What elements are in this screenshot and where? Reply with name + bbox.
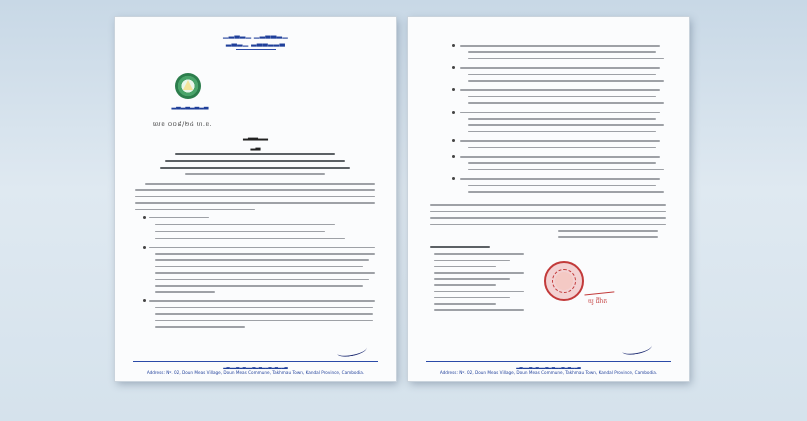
list-bullet [452,111,455,114]
text-line [135,196,375,198]
text-line [468,124,664,126]
document-page-left [115,17,396,381]
text-line [135,189,375,191]
list-bullet [452,66,455,69]
text-line [430,204,666,206]
text-line [468,51,656,53]
organization-logo [175,73,201,99]
document-type-title: ▂▃▃▂▂ [243,133,268,141]
text-line [460,112,660,114]
text-line [155,253,375,255]
text-line [460,67,660,69]
motto-line: ▂▃▂▁ ▂▃▃▂▂▃ [225,39,286,47]
text-line [434,309,524,311]
text-line [149,300,375,302]
text-line [135,209,255,211]
text-line [434,266,496,268]
text-line [558,236,658,238]
footer-khmer-address: ▂▃▂▂▃▂▃▂▂▃▂▃▂▂▃▂▃▂▂▃ [516,364,581,369]
footer-divider [426,361,671,362]
text-line [434,303,496,305]
text-line [434,253,524,255]
list-bullet [143,299,146,302]
text-line [155,320,373,322]
text-line [468,58,664,60]
text-line [460,156,660,158]
text-line [468,131,656,133]
text-line [460,45,660,47]
text-line [155,259,369,261]
text-line [468,147,656,149]
text-line [434,284,496,286]
text-line [155,279,369,281]
text-line [160,167,350,169]
text-line [430,224,666,226]
list-bullet [452,88,455,91]
footer-address: Address: Nº. 02, Doun Meas Village, Doun Meas Commune, Takhmau Town, Kandal Province, Cambodia. [439,370,658,375]
text-line [558,230,658,232]
text-line [434,291,524,293]
text-line [468,80,664,82]
text-line [430,211,666,213]
text-line [468,96,656,98]
signer-name: យូ ជីវ៉ាត [588,298,608,305]
header-divider [236,49,276,50]
list-bullet [143,216,146,219]
text-line [155,224,335,226]
text-line [468,185,656,187]
document-subject-title: ▂▃ [250,143,261,151]
text-line [155,285,363,287]
text-line [149,247,375,249]
list-bullet [452,155,455,158]
text-line [434,272,524,274]
text-line [155,307,373,309]
footer-divider [133,361,378,362]
text-line [135,202,375,204]
text-line [468,102,664,104]
document-page-right [408,17,689,381]
text-line [149,217,209,219]
official-seal [544,261,584,301]
organization-name: ▂▃▂▃▂▃▂▃ [171,103,209,110]
text-line [460,89,660,91]
letterhead [115,31,396,50]
footer-address: Address: Nº. 02, Doun Meas Village, Doun Meas Commune, Takhmau Town, Kandal Province, Cambodia. [146,370,365,375]
text-line [468,191,664,193]
text-line [155,313,373,315]
text-line [155,272,375,274]
text-line [430,246,490,248]
text-line [468,118,656,120]
signature-mark [336,343,367,358]
footer-khmer-address: ▂▃▂▂▃▂▃▂▂▃▂▃▂▂▃▂▃▂▂▃ [223,364,288,369]
text-line [155,238,345,240]
text-line [155,266,363,268]
text-line [155,231,325,233]
text-line [185,173,325,175]
text-line [165,160,345,162]
list-bullet [452,139,455,142]
text-line [460,178,660,180]
text-line [460,140,660,142]
signature-mark [584,283,615,295]
text-line [468,162,656,164]
list-bullet [452,44,455,47]
text-line [468,74,656,76]
kingdom-line: ▁▂▃▂▁ ▁▂▃▃▂▁ [222,31,289,39]
text-line [155,326,245,328]
list-bullet [452,177,455,180]
list-bullet [143,246,146,249]
text-line [434,297,510,299]
initial-mark [621,341,652,356]
text-line [434,278,510,280]
text-line [145,183,375,185]
text-line [434,260,510,262]
text-line [468,169,664,171]
text-line [155,291,215,293]
text-line [175,153,335,155]
text-line [430,217,666,219]
document-number: លេខ ០០៨/២៤ ហ.ខ. [153,121,213,128]
